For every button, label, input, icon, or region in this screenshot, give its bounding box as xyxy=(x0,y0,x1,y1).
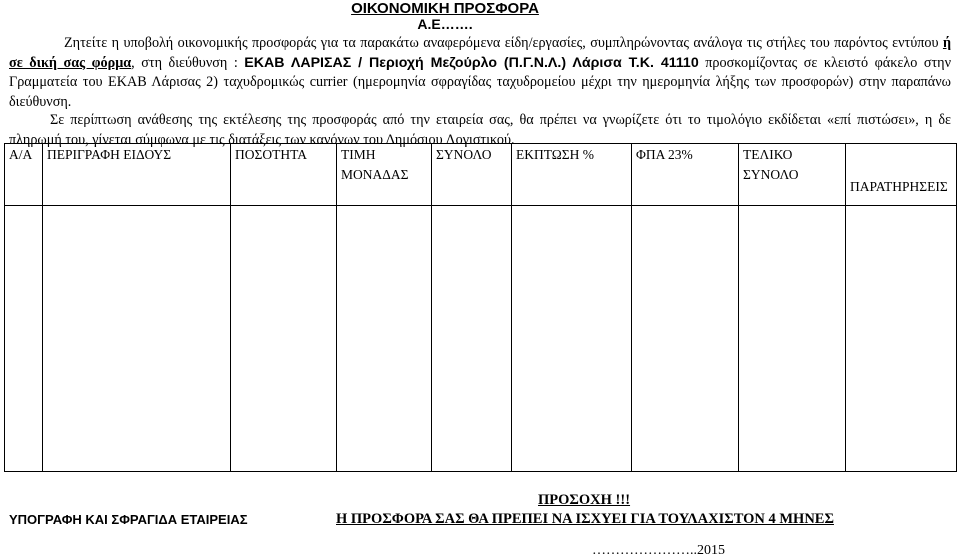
cell-total[interactable] xyxy=(432,206,512,472)
cell-remarks[interactable] xyxy=(846,206,957,472)
col-header-aa: Α/Α xyxy=(5,144,43,206)
col-header-total: ΣΥΝΟΛΟ xyxy=(432,144,512,206)
signature-label: ΥΠΟΓΡΑΦΗ ΚΑΙ ΣΦΡΑΓΙΔΑ ΕΤΑΙΡΕΙΑΣ xyxy=(9,512,248,527)
cell-vat[interactable] xyxy=(632,206,739,472)
intro-text-part1: Ζητείτε η υποβολή οικονομικής προσφοράς για τα παρακάτω αναφερόμενα είδη/εργασίες, συμπληρώνοντας ανάλογα τις στήλες του παρόντος εντύπου xyxy=(64,35,943,51)
cell-final-total[interactable] xyxy=(739,206,846,472)
table-row xyxy=(5,206,957,472)
cell-description[interactable] xyxy=(43,206,231,472)
intro-text-part3: προσκομίζοντας σε κλειστό φάκελο στην Γραμματεία του ΕΚΑΒ Λάρισας 2) ταχυδρομικώς currier (ημερομηνία σφραγίδας ταχυδρομείου μέχρι την ημερομηνία λήξης των προσφορών) στην παραπάνω διεύθυνση. xyxy=(9,54,951,110)
address-text: ΕΚΑΒ ΛΑΡΙΣΑΣ / Περιοχή Μεζούρλο (Π.Γ.Ν.Λ.) Λάρισα Τ.Κ. 41110 xyxy=(244,54,699,71)
col-header-unit-price: ΤΙΜΗ ΜΟΝΑΔΑΣ xyxy=(337,144,432,206)
document-title: ΟΙΚΟΝΟΜΙΚΗ ΠΡΟΣΦΟΡΑ xyxy=(351,0,539,17)
col-header-remarks: ΠΑΡΑΤΗΡΗΣΕΙΣ xyxy=(846,144,957,206)
intro-text-part2: , στη διεύθυνση : xyxy=(131,54,245,71)
own-form-emphasis: ή σε δική σας φόρμα xyxy=(9,35,951,71)
cell-aa[interactable] xyxy=(5,206,43,472)
intro-paragraph xyxy=(9,34,951,112)
col-header-quantity: ΠΟΣΟΤΗΤΑ xyxy=(231,144,337,206)
attention-notice: ΠΡΟΣΟΧΗ !!! xyxy=(538,492,631,508)
col-header-description: ΠΕΡΙΓΡΑΦΗ ΕΙΔΟΥΣ xyxy=(43,144,231,206)
cell-unit-price[interactable] xyxy=(337,206,432,472)
payment-note-paragraph: Σε περίπτωση ανάθεσης της εκτέλεσης της προσφοράς από την εταιρεία σας, θα πρέπει να γνωρίζετε ότι το τιμολόγιο εκδίδεται «επί πιστώσει», η δε πληρωμή του, γίνεται σύμφωνα με τις διατάξεις των κανόνων του Δημόσιου Λογιστικού. xyxy=(9,112,951,148)
col-header-final-total: ΤΕΛΙΚΟ ΣΥΝΟΛΟ xyxy=(739,144,846,206)
cell-discount[interactable] xyxy=(512,206,632,472)
date-line: …………………..2015 xyxy=(592,543,725,558)
table-header-row xyxy=(5,144,957,206)
validity-notice: Η ΠΡΟΣΦΟΡΑ ΣΑΣ ΘΑ ΠΡΕΠΕΙ ΝΑ ΙΣΧΥΕΙ ΓΙΑ ΤΟΥΛΑΧΙΣΤΟΝ 4 ΜΗΝΕΣ xyxy=(336,511,834,527)
col-header-vat: ΦΠΑ 23% xyxy=(632,144,739,206)
document-subtitle: Α.Ε……. xyxy=(417,16,473,32)
order-table xyxy=(4,143,957,472)
cell-quantity[interactable] xyxy=(231,206,337,472)
col-header-discount: ΕΚΠΤΩΣΗ % xyxy=(512,144,632,206)
